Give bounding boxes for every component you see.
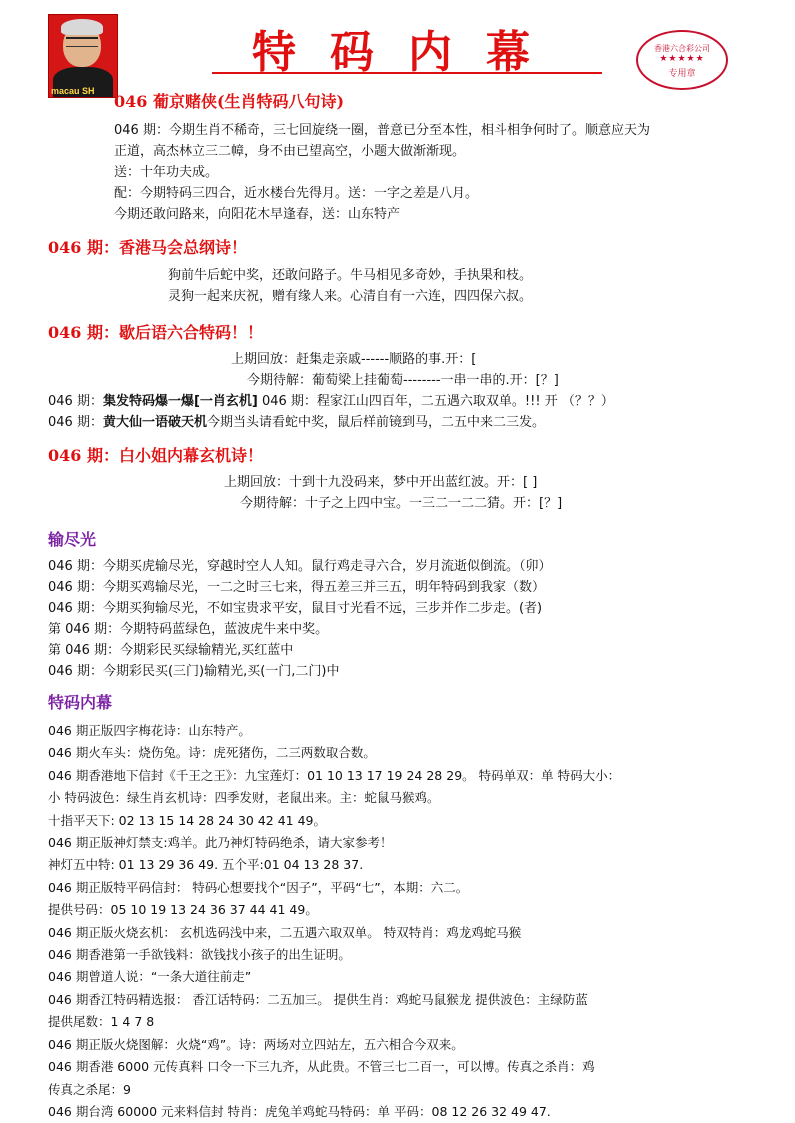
seal-text: 香港六合彩公司: [654, 43, 710, 53]
text-line: 正道，高杰林立三二幛，身不由已望高空，小题大做渐渐现。: [114, 144, 466, 159]
text-line: 上期回放：十到十九没码来，梦中开出蓝红波。开：[ ]: [224, 475, 538, 490]
text-line: 046 期：今期彩民买(三门)输精光,买(一门,二门)中: [48, 664, 340, 679]
text-line: 上期回放：赶集走亲戚------顺路的事.开：[: [231, 352, 477, 367]
text-line: 十指平天下: 02 13 15 14 28 24 30 42 41 49。: [48, 812, 327, 828]
text-line: 046 期火车头：烧伤兔。诗：虎死猪伤，二三两数取合数。: [48, 745, 376, 761]
seal-stars: ★★★★★: [659, 53, 705, 64]
text-line: 第 046 期：今期特码蓝绿色，蓝波虎牛来中奖。: [48, 622, 329, 637]
section-heading: 046 葡京赌侠(生肖特码八句诗): [114, 92, 345, 111]
photo-hair: [61, 19, 103, 35]
text-line: 046 期香江特码精选报： 香江话特码：二五加三。 提供生肖：鸡蛇马鼠猴龙 提供波色：主绿防蓝: [48, 991, 588, 1007]
author-photo: [48, 14, 118, 98]
section-body: [224, 472, 744, 514]
text-line: 046 期：今期买狗输尽光，不如宝贵求平安，鼠目寸光看不远，三步并作二步走。(者): [48, 601, 543, 616]
text-line: 046 期：今期生肖不稀奇，三七回旋绕一圈，普意已分至本性，相斗相争何时了。顺意应天为: [114, 123, 650, 138]
text-line: 046 期正版火烧图解：火烧“鸡”。诗：两场对立四站左，五六相合今双来。: [48, 1036, 464, 1052]
text-line: [48, 412, 778, 433]
text-line: 狗前牛后蛇中奖，还敢问路子。牛马相见多奇妙，手执果和枝。: [168, 268, 533, 283]
company-seal: [636, 30, 728, 90]
section-heading: 输尽光: [48, 530, 97, 549]
text-line: 046 期：今期买鸡输尽光，一二之时三七来，得五差三并三五，明年特码到我家（数）: [48, 580, 545, 595]
photo-caption: macau SH: [51, 86, 95, 96]
section-body: [231, 349, 751, 391]
section-heading: 046 期：香港马会总纲诗！: [48, 238, 247, 257]
text-line: 今期待解：葡萄梁上挂葡萄--------一串一串的.开：[？]: [247, 373, 559, 388]
text-line: 046 期正版四字梅花诗：山东特产。: [48, 723, 251, 738]
section-body: [168, 265, 768, 307]
line-rest: 今期当头请看蛇中奖，鼠后样前镜到马，二五中来二三发。: [206, 415, 545, 430]
text-line: 046 期：今期买虎输尽光，穿越时空人人知。鼠行鸡走寻六合，岁月流逝似倒流。（卯）: [48, 559, 552, 574]
line-prefix: 046 期：: [48, 415, 103, 430]
text-line: 灵狗一起来庆祝，赠有缘人来。心清自有一六连，四四保六叔。: [168, 289, 533, 304]
text-line: 046 期香港地下信封《千王之王》：九宝莲灯：01 10 13 17 19 24 28 29。 特码单双：单 特码大小：: [48, 767, 621, 783]
text-line: 传真之杀尾：9: [48, 1081, 131, 1097]
text-line: 046 期香港 6000 元传真料 口令一下三九齐，从此贵。不管三七二百一，可以博。传真之杀肖：鸡: [48, 1059, 595, 1075]
section-body: [48, 556, 778, 682]
text-line: 046 期正版神灯禁支:鸡羊。此乃神灯特码绝杀，请大家参考！: [48, 835, 393, 851]
seal-subtext: 专用章: [668, 68, 696, 79]
text-line: 046 期曾道人说：“一条大道往前走”: [48, 969, 252, 985]
text-line: 046 期台湾 60000 元来料信封 特肖：虎兔羊鸡蛇马特码：单 平码：08 12 26 32 49 47.: [48, 1103, 551, 1119]
text-line: 046 期香港第一手欲钱料：欲钱找小孩子的出生证明。: [48, 947, 351, 963]
section-heading: 046 期：白小姐内幕玄机诗！: [48, 446, 263, 465]
section-body: [48, 720, 778, 1123]
text-line: 神灯五中特: 01 13 29 36 49. 五个平:01 04 13 28 37.: [48, 857, 364, 873]
text-line: 提供尾数：1 4 7 8: [48, 1014, 155, 1030]
text-line: 今期还敢问路来，向阳花木早逢春，送：山东特产: [114, 207, 401, 222]
text-line: 配：今期特码三四合，近水楼台先得月。送：一字之差是八月。: [114, 186, 479, 201]
page-title: 特码内幕: [252, 27, 564, 78]
title-underline: [212, 72, 602, 74]
line-prefix: 046 期：: [48, 394, 103, 409]
text-line: 046 期正版火烧玄机： 玄机选码浅中来，二五遇六取双单。 特双特肖：鸡龙鸡蛇马猴: [48, 924, 522, 940]
text-line: [48, 391, 778, 412]
photo-glasses: [66, 37, 98, 47]
section-body: [114, 120, 784, 225]
text-line: 今期待解：十子之上四中宝。一三二一二二猜。开：[？]: [240, 496, 563, 511]
bold-text: 黄大仙一语破天机: [102, 415, 207, 430]
text-line: 送：十年功夫成。: [114, 165, 219, 180]
bold-text: 集发特码爆一爆[一肖玄机]: [102, 394, 258, 409]
section-body: [48, 391, 778, 433]
section-heading: 046 期：歇后语六合特码！！: [48, 323, 263, 342]
section-heading: 特码内幕: [48, 693, 113, 712]
text-line: 第 046 期：今期彩民买绿输精光,买红蓝中: [48, 643, 294, 658]
text-line: 046 期正版特平码信封： 特码心想要找个“因子”，平码“七”，本期：六二。: [48, 879, 469, 895]
line-rest: 046 期：程家江山四百年，二五遇六取双单。!!! 开 （？？）: [257, 394, 614, 409]
text-line: 小 特码波色：绿生肖玄机诗：四季发财，老鼠出来。主：蛇鼠马猴鸡。: [48, 790, 440, 806]
text-line: 提供号码：05 10 19 13 24 36 37 44 41 49。: [48, 902, 318, 918]
